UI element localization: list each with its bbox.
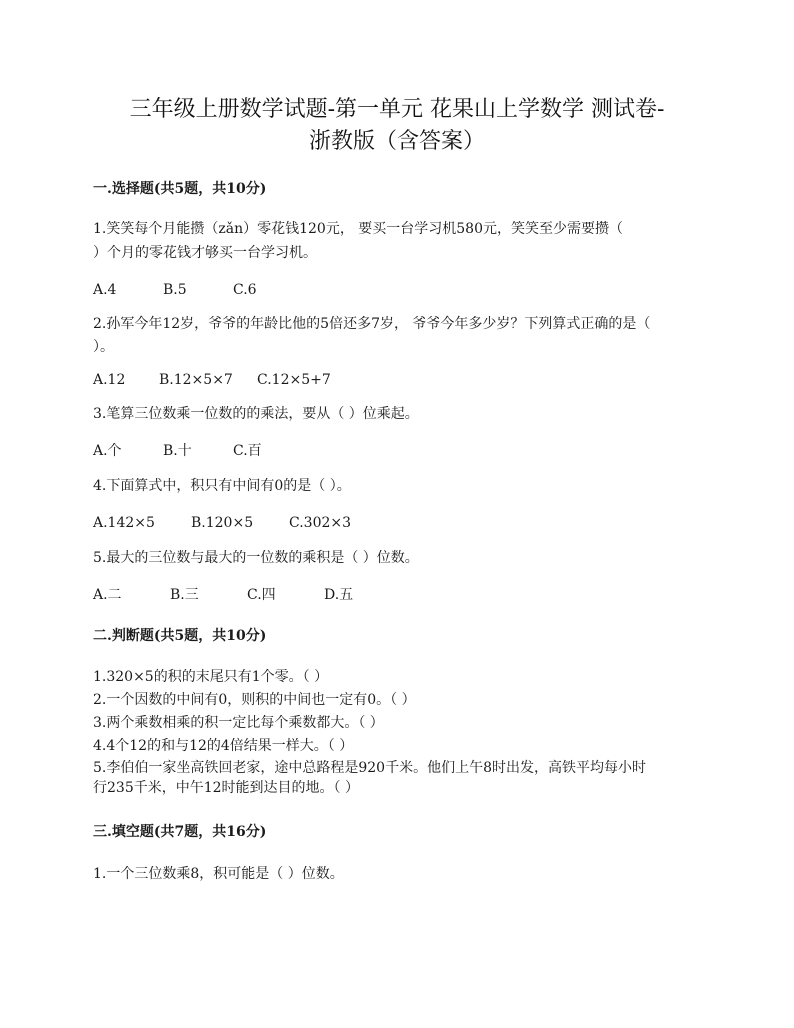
option-b: B.三 — [170, 587, 199, 603]
option-a: A.二 — [93, 587, 122, 603]
option-b: B.120×5 — [191, 515, 254, 531]
option-c: C.6 — [233, 282, 257, 298]
option-a: A.142×5 — [93, 515, 155, 531]
judgement-item-1: 1.320×5的积的末尾只有1个零。（ ） — [93, 669, 329, 685]
option-b: B.十 — [163, 443, 192, 459]
option-c: C.百 — [233, 443, 262, 459]
question-4-text: 4.下面算式中，积只有中间有0的是（ ）。 — [93, 478, 351, 494]
exam-title-line-1: 三年级上册数学试题-第一单元 花果山上学数学 测试卷- — [129, 97, 665, 122]
section-heading-judgement: 二.判断题(共5题，共10分) — [93, 628, 267, 644]
question-3-text: 3.笔算三位数乘一位数的的乘法，要从（ ）位乘起。 — [93, 406, 419, 422]
option-a: A.个 — [93, 443, 122, 459]
exam-title-line-2: 浙教版（含答案） — [308, 129, 485, 154]
option-a: A.4 — [93, 282, 117, 298]
option-c: C.12×5+7 — [257, 372, 331, 388]
option-c: C.302×3 — [289, 515, 352, 531]
question-5-text: 5.最大的三位数与最大的一位数的乘积是（ ）位数。 — [93, 550, 419, 566]
option-d: D.五 — [324, 587, 354, 603]
judgement-item-2: 2.一个因数的中间有0，则积的中间也一定有0。（ ） — [93, 692, 416, 708]
option-a: A.12 — [93, 372, 126, 388]
question-2-text-line-2: ）。 — [93, 339, 114, 355]
judgement-item-3: 3.两个乘数相乘的积一定比每个乘数都大。（ ） — [93, 715, 384, 731]
option-c: C.四 — [247, 587, 276, 603]
question-1-text-line-1: 1.笑笑每个月能攒（zǎn）零花钱120元， 要买一台学习机580元，笑笑至少需要攒（ — [93, 221, 623, 237]
question-2-text-line-1: 2.孙军今年12岁，爷爷的年龄比他的5倍还多7岁， 爷爷今年多少岁？下列算式正确的是（ — [93, 316, 651, 332]
section-heading-fill-blank: 三.填空题(共7题，共16分) — [93, 824, 267, 840]
judgement-item-5-line-2: 行235千米，中午12时能到达目的地。（ ） — [93, 780, 359, 796]
section-heading-choice: 一.选择题(共5题，共10分) — [93, 181, 267, 197]
option-b: B.5 — [163, 282, 187, 298]
judgement-item-5-line-1: 5.李伯伯一家坐高铁回老家，途中总路程是920千米。他们上午8时出发，高铁平均每小时 — [93, 760, 646, 776]
fill-blank-item-1: 1.一个三位数乘8，积可能是（ ）位数。 — [93, 866, 344, 882]
option-b: B.12×5×7 — [159, 372, 233, 388]
question-1-text-line-2: ）个月的零花钱才够买一台学习机。 — [93, 245, 317, 261]
judgement-item-4: 4.4个12的和与12的4倍结果一样大。（ ） — [93, 738, 354, 754]
